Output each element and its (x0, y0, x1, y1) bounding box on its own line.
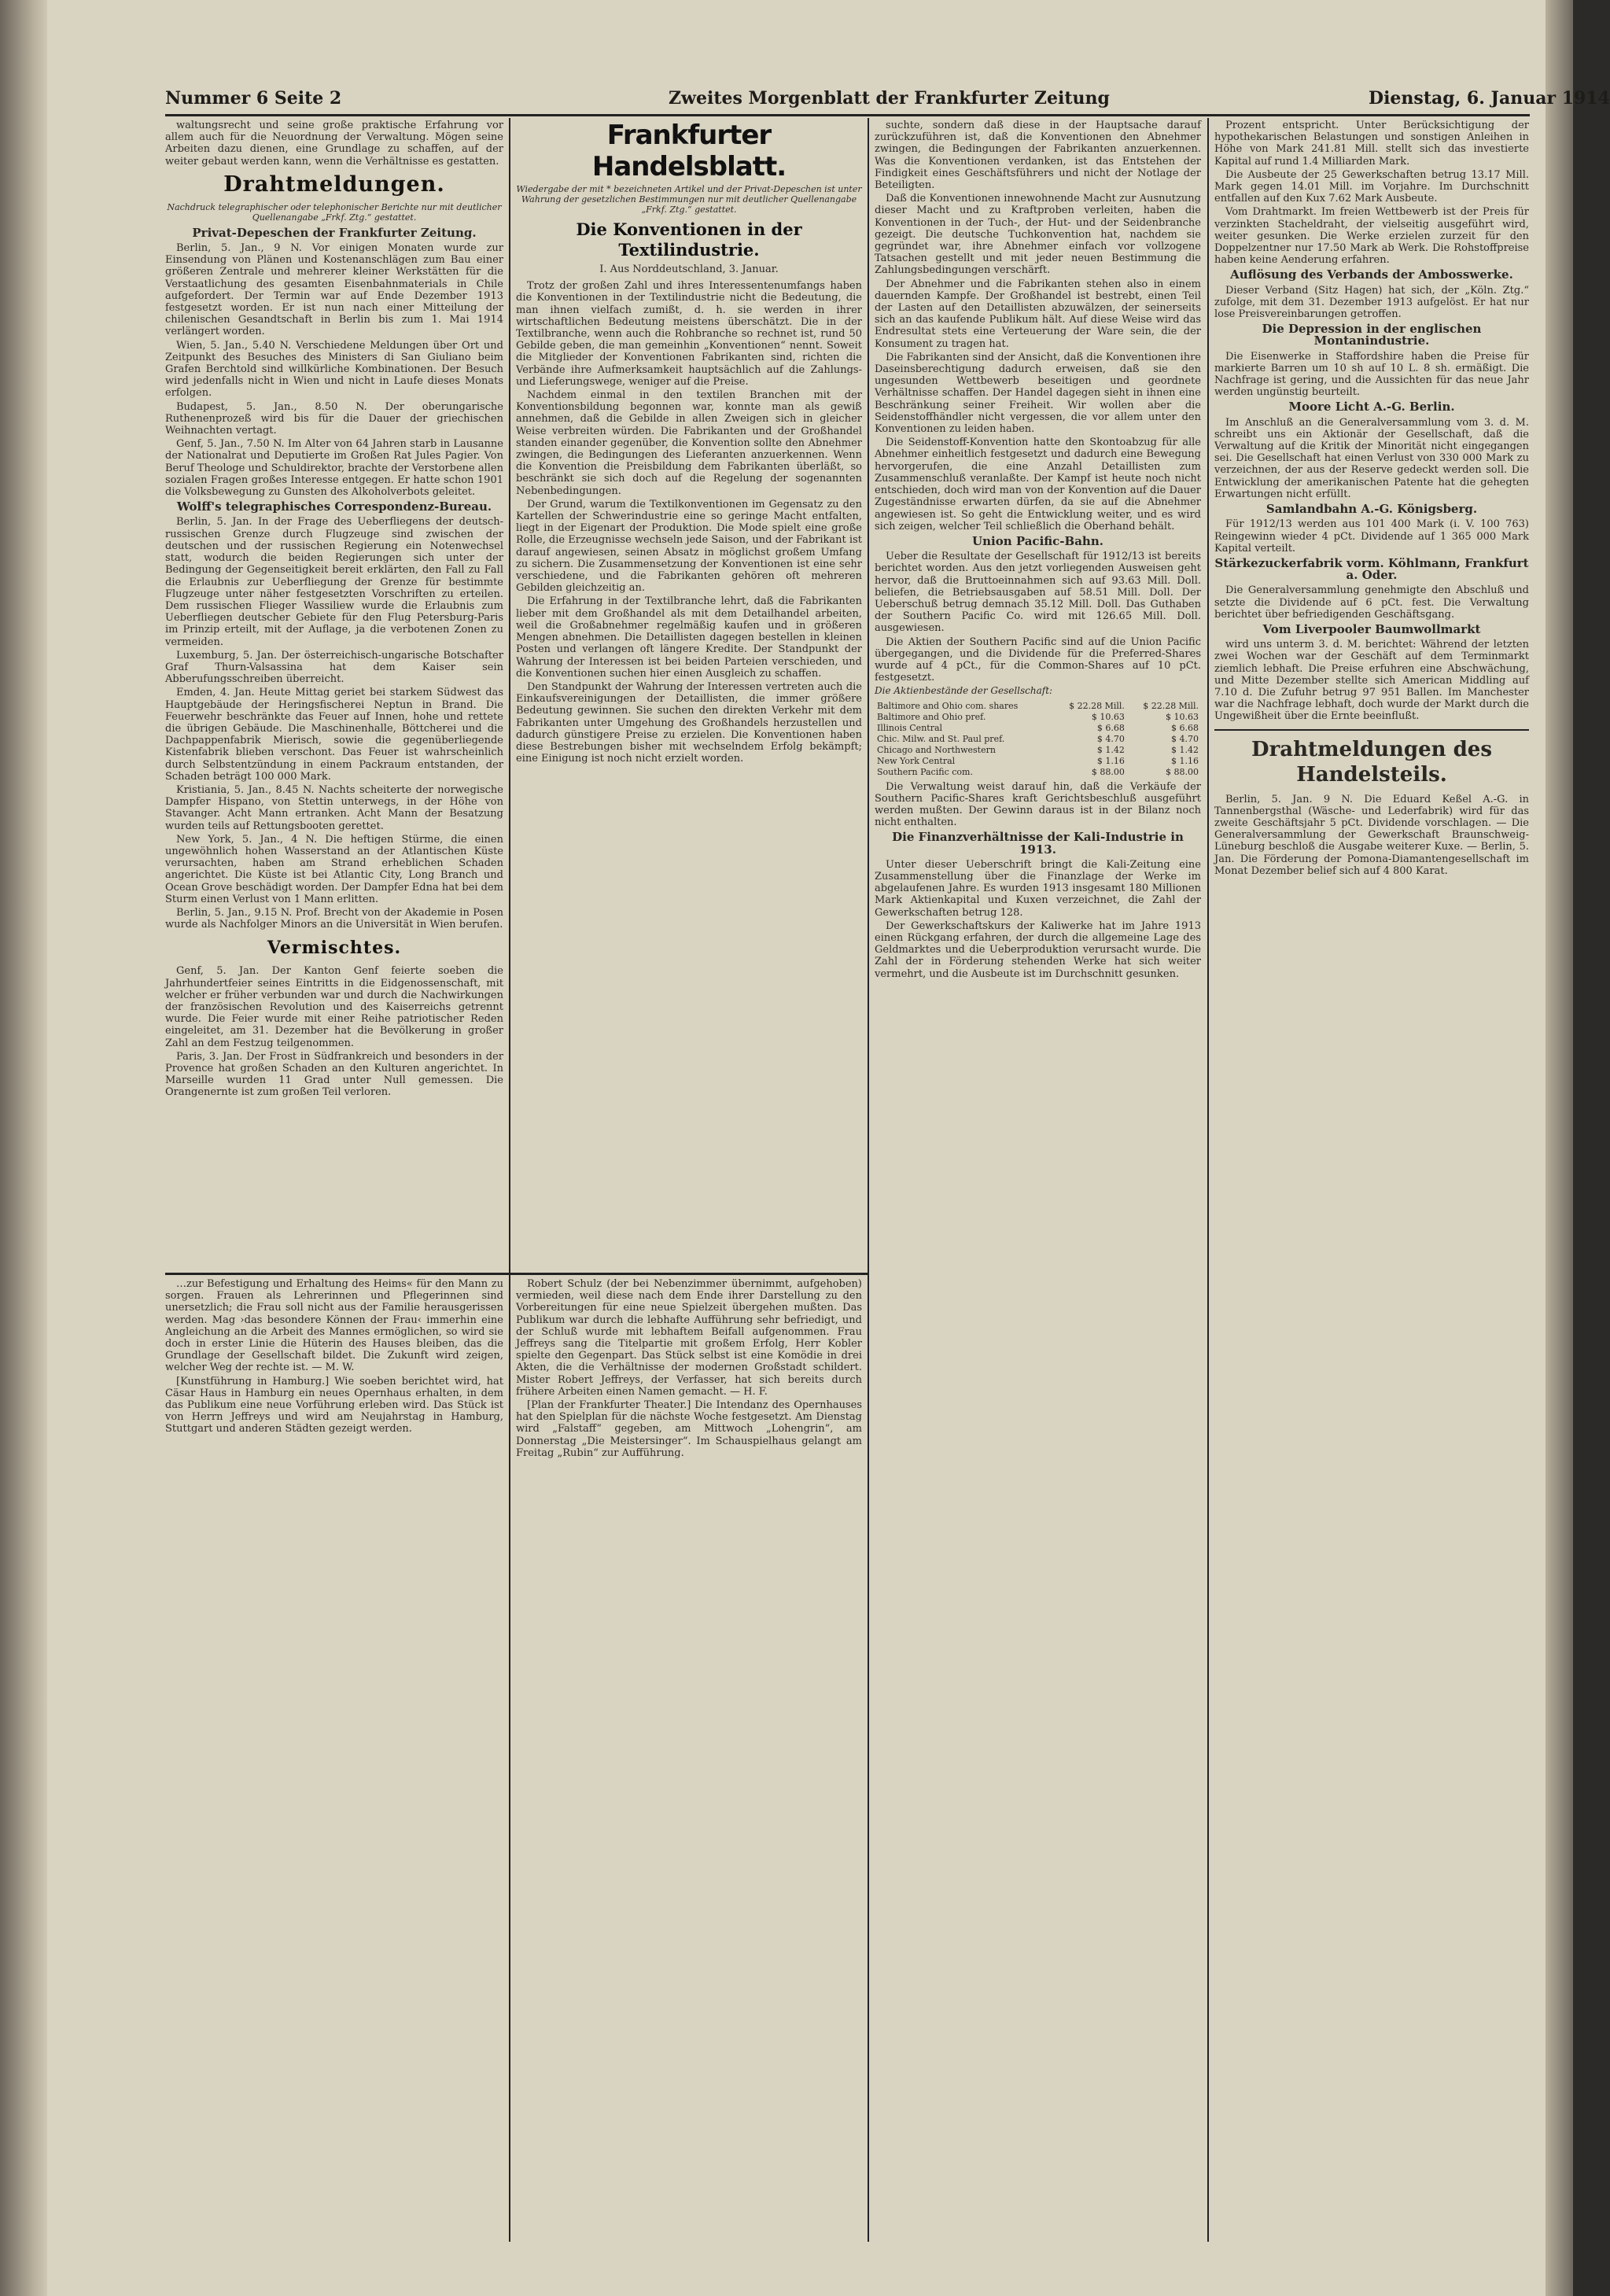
table-row (875, 712, 1201, 723)
page-edge (1546, 0, 1573, 2296)
column-3 (875, 120, 1201, 2235)
article-text: Ueber die Resultate der Gesellschaft für 1912/13 ist bereits berichtet worden. Aus den jetzt vorliegenden Ausweisen geht hervor, daß die Bruttoeinnahmen sich auf 93.63 Mill. Doll. beliefen, die Betriebsausgaben auf 58.51 Mill. Doll. Der Ueberschuß betrug demnach 35.12 Mill. Doll. Das Guthaben der Southern Pacific Co. wird mit 126.65 Mill. Doll. ausgewiesen. (875, 551, 1201, 635)
table-cell: $ 4.70 (1171, 733, 1199, 744)
feuilleton-rule (165, 1273, 868, 1275)
table-cell: New York Central (877, 755, 956, 766)
article-text: Trotz der großen Zahl und ihres Interessentenumfangs haben die Konventionen in der Textilindustrie nicht die Bedeutung, die man ihnen vielfach zumißt, d. h. sie werden in ihrer wirtschaftlichen Bedeutung meistens überschätzt. Die in der Textilbranche, wenn auch die Rohbranche so rechnet ist, rund 50 Gebilde geben, die man gemeinhin „Konventionen“ nennt. Soweit die Mitglieder der Konventionen Fabrikanten sind, richten die Verbände ihre Aufmerksamkeit hauptsächlich auf die Zahlungs- und Lieferungswege, weniger auf die Preise. (516, 280, 862, 388)
table-row (875, 701, 1201, 712)
table-cell: Chicago and Northwestern (877, 744, 996, 755)
header-issue: Nummer 6 Seite 2 (165, 88, 342, 109)
newspaper-page (47, 0, 1610, 2296)
kali-heading: Die Finanzverhältnisse der Kali-Industrie in 1913. (892, 830, 1184, 857)
article-text: Kristiania, 5. Jan., 8.45 N. Nachts scheiterte der norwegische Dampfer Hispano, von Stettin unterwegs, in der Höhe von Stavanger. Acht Mann ertranken. Acht Mann der Besatzung wurden teils auf Rettungsbooten gerettet. (165, 783, 503, 832)
feuilleton-text: [Plan der Frankfurter Theater.] Die Intendanz des Opernhauses hat den Spielplan für die nächste Woche festgesetzt. Am Dienstag wird „Falstaff“ gegeben, am Mittwoch „Lohengrin“, am Donnerstag „Die Meistersinger“. Im Schauspielhaus gelangt am Freitag „Rubin“ zur Aufführung. (516, 1399, 862, 1459)
feuilleton-text: Robert Schulz (der bei Nebenzimmer übernimmt, aufgehoben) vermieden, weil diese nach dem Ende ihrer Darstellung zu den Vorbereitungen für eine neue Spielzeit übergehen mußten. Das Publikum war durch die lebhafte Aufführung sehr befriedigt, und der Schluß wurde mit lebhaftem Beifall aufgenommen. Frau Jeffreys sang die Titelpartie mit großem Erfolg, Herr Kobler spielte den Gegenpart. Das Stück selbst ist eine Komödie in drei Akten, die die Verhältnisse der modernen Großstadt schildert. Mister Robert Jeffreys, der Verfasser, hat sich bereits durch frühere Arbeiten einen Namen gemacht. — H. F. (516, 1278, 862, 1398)
feuilleton-text: [Kunstführung in Hamburg.] Wie soeben berichtet wird, hat Cäsar Haus in Hamburg ein neues Opernhaus erhalten, in dem das Publikum eine neue Vorführung erleben wird. Das Stück ist von Herrn Jeffreys und wird am Neujahrstag in Hamburg, Stuttgart und anderen Städten gezeigt werden. (165, 1375, 503, 1435)
table-cell: $ 22.28 Mill. (1069, 700, 1125, 711)
table-cell: $ 4.70 (1096, 733, 1125, 744)
union-pacific-heading: Union Pacific-Bahn. (972, 533, 1103, 548)
depression-heading: Die Depression in der englischen Montanindustrie. (1262, 322, 1482, 348)
article-text: Die Generalversammlung genehmigte den Abschluß und setzte die Dividende auf 6 pCt. fest. Die Verwaltung berichtet über befriedigenden Geschäftsgang. (1214, 584, 1529, 621)
article-text: Den Standpunkt der Wahrung der Interessen vertreten auch die Einkaufsvereinigungen der Detaillisten, die immer größere Bedeutung gewinnen. Sie suchen den direkten Verkehr mit dem Fabrikanten unter Umgehung des Großhandels herzustellen und dadurch günstigere Preise zu erzielen. Die Konventionen haben diese Bestrebungen bisher mit wechselndem Erfolg bekämpft; eine Einigung ist noch nicht erzielt worden. (516, 680, 862, 765)
article-text: Vom Drahtmarkt. Im freien Wettbewerb ist der Preis für verzinkten Stacheldraht, der vielseitig ausgeführt wird, weiter gesunken. Die Werke erzielen zurzeit für den Doppelzentner nur 17.50 Mark ab Werk. Die Rohstoffpreise haben keine Aenderung erfahren. (1214, 206, 1529, 267)
article-text: Genf, 5. Jan. Der Kanton Genf feierte soeben die Jahrhundertfeier seines Eintritts in die Eidgenossenschaft, mit welcher er früher verbunden war und durch die Nachwirkungen der französischen Revolution und des Kaiserreichs getrennt wurde. Die Feier wurde mit einer Reihe patriotischer Reden eingeleitet, am 31. Dezember hat die Bevölkerung in großer Zahl an dem Festzug teilgenommen. (165, 965, 503, 1049)
table-row (875, 756, 1201, 767)
column-4 (1214, 120, 1529, 2235)
article-text: Die Seidenstoff-Konvention hatte den Skontoabzug für alle Abnehmer einheitlich festgesetzt und dadurch eine Bewegung hervorgerufen, die eine Anzahl Detaillisten zum Zusammenschluß veranlaßte. Der Kampf ist heute noch nicht entschieden, doch wird man von der Konvention auf die Dauer Zugeständnisse erwarten dürfen, da sie auf die Abnehmer angewiesen ist. So geht die Entwicklung weiter, und es wird sich zeigen, welcher Teil schließlich die Oberhand behält. (875, 437, 1201, 533)
article-text: Die Verwaltung weist darauf hin, daß die Verkäufe der Southern Pacific-Shares kraft Gerichtsbeschluß ausgeführt werden mußten. Der Gewinn daraus ist in der Bilanz noch nicht enthalten. (875, 780, 1201, 829)
vermischtes-headline: Vermischtes. (267, 938, 402, 959)
article-text: Die Ausbeute der 25 Gewerkschaften betrug 13.17 Mill. Mark gegen 14.01 Mill. im Vorjahre. Im Durchschnitt entfallen auf den Kux 7.62 Mark Ausbeute. (1214, 168, 1529, 205)
article-text: Emden, 4. Jan. Heute Mittag geriet bei starkem Südwest das Hauptgebäude der Heringsfischerei Neptun in Brand. Die Feuerwehr beschränkte das Feuer auf Innen, hohe und rettete die übrigen Gebäude. Die Maschinenhalle, Böttcherei und die Dachpappenfabrik Mierisch, sowie die gegenüberliegende Kistenfabrik blieben verschont. Das Feuer ist wahrscheinlich durch Selbstentzündung in einem Packraum entstanden, der Schaden beträgt 100 000 Mark. (165, 687, 503, 783)
article-text: Daß die Konventionen innewohnende Macht zur Ausnutzung dieser Macht und zu Kraftproben verleiten, haben die Konventionen in der Tuch-, der Hut- und der Seidenbranche gezeigt. Die deutsche Tuchkonvention hat, nachdem sie gegründet war, ihre Abnehmer einfach vor vollzogene Tatsachen gestellt und mit jeder neuen Bestimmung die Zahlungsbedingungen verschärft. (875, 193, 1201, 277)
article-text: Unter dieser Ueberschrift bringt die Kali-Zeitung eine Zusammenstellung über die Finanzlage der Werke im abgelaufenen Jahre. Es wurden 1913 insgesamt 180 Millionen Mark Aktienkapital und Kuxen verzeichnet, die Zahl der Gewerkschaften betrug 128. (875, 858, 1201, 919)
article-text: Der Abnehmer und die Fabrikanten stehen also in einem dauernden Kampfe. Der Großhandel ist bestrebt, einen Teil der Lasten auf den Detaillisten abzuwälzen, der seinerseits sich an das kaufende Publikum hält. Auf diese Weise wird das Endresultat stets eine Verteuerung der Ware sein, die der Konsument zu tragen hat. (875, 278, 1201, 350)
book-binding (0, 0, 47, 2296)
reprint-note: Nachdruck telegraphischer oder telephonischer Berichte nur mit deutlicher Quellenangabe „Frkf. Ztg.“ gestattet. (167, 201, 502, 223)
staerke-heading: Stärkezuckerfabrik vorm. Köhlmann, Frankfurt a. Oder. (1214, 555, 1529, 583)
article-text: Der Grund, warum die Textilkonventionen im Gegensatz zu den Kartellen der Schwerindustrie eine so geringe Macht entfalten, liegt in der Eigenart der Produktion. Die Mode spielt eine große Rolle, die Erzeugnisse wechseln jede Saison, und der Fabrikant ist darauf angewiesen, seinen Absatz in möglichst großem Umfang zu sichern. Die Zusammensetzung der Konventionen ist eine sehr verschiedene, und die Fabrikanten gehören oft mehreren Gebilden gleichzeitig an. (516, 498, 862, 595)
table-cell: $ 1.42 (1096, 744, 1125, 755)
table-row (875, 723, 1201, 734)
shares-table (875, 701, 1201, 778)
article-text: Die Aktien der Southern Pacific sind auf die Union Pacific übergegangen, und die Dividende für die Preferred-Shares wurde auf 4 pCt., für die Common-Shares auf 10 pCt. festgesetzt. (875, 636, 1201, 684)
table-cell: $ 1.16 (1171, 755, 1199, 766)
private-depeschen-heading: Privat-Depeschen der Frankfurter Zeitung. (192, 225, 477, 240)
table-cell: $ 22.28 Mill. (1143, 700, 1199, 711)
feuilleton-left (165, 1278, 503, 2238)
header-rule (165, 114, 1530, 116)
handelsblatt-masthead: Frankfurter Handelsblatt. (591, 120, 787, 182)
table-cell: Baltimore and Ohio com. shares (877, 700, 1019, 711)
page-header (165, 88, 1610, 116)
table-cell: Illinois Central (877, 722, 943, 733)
column-rule-3 (1207, 118, 1209, 2242)
article-text: Die Eisenwerke in Staffordshire haben die Preise für markierte Barren um 10 sh auf 10 L. 8 sh. ermäßigt. Die Nachfrage ist gering, und die Aussichten für das neue Jahr werden ungünstig beurteilt. (1214, 350, 1529, 399)
table-cell: $ 88.00 (1166, 766, 1199, 777)
article-text: Genf, 5. Jan., 7.50 N. Im Alter von 64 Jahren starb in Lausanne der Nationalrat und Deputierte im Großen Rat Jules Pagier. Von Beruf Theologe und Schuldirektor, brachte der Verstorbene allen sozialen Fragen großes Interesse entgegen. Er hatte schon 1901 die Volksbewegung zu Gunsten des Alkoholverbots geleitet. (165, 438, 503, 499)
table-cell: $ 1.16 (1096, 755, 1125, 766)
article-text: Die Erfahrung in der Textilbranche lehrt, daß die Fabrikanten lieber mit dem Großhandel als mit dem Detailhandel arbeiten, weil die Großabnehmer regelmäßig kaufen und in größeren Mengen abnehmen. Die Detaillisten dagegen bestellen in kleinen Posten und verlangen oft längere Kredite. Der Standpunkt der Wahrung der Interessen ist bei beiden Parteien verschieden, und die Konventionen suchen hier einen Ausgleich zu schaffen. (516, 595, 862, 680)
column-rule-2 (868, 118, 869, 2242)
table-caption: Die Aktienbestände der Gesellschaft: (875, 685, 1053, 697)
article-text: Luxemburg, 5. Jan. Der österreichisch-ungarische Botschafter Graf Thurn-Valsassina hat dem Kaiser sein Abberufungsschreiben überreicht. (165, 649, 503, 686)
article-text: Die Fabrikanten sind der Ansicht, daß die Konventionen ihre Daseinsberechtigung dadurch erweisen, daß sie den ungesunden Wettbewerb beseitigen und geordnete Verhältnisse schaffen. Der Handel dagegen sieht in ihnen eine Beschränkung seiner Freiheit. Wir wollen aber die Seidenstoffhändler nicht vergessen, die vor allem unter den Konventionen zu leiden haben. (875, 351, 1201, 436)
table-cell: $ 1.42 (1171, 744, 1199, 755)
article-text: Berlin, 5. Jan. 9 N. Die Eduard Keßel A.-G. in Tannenbergsthal (Wäsche- und Lederfabrik) wird für das zweite Geschäftsjahr 5 pCt. Dividende vorschlagen. — Die Generalversammlung der Gewerkschaft Braunschweig-Lüneburg beschloß die Ausgabe weiterer Kuxe. — Berlin, 5. Jan. Die Förderung der Pomona-Diamantengesellschaft im Monat Dezember belief sich auf 4 800 Karat. (1214, 793, 1529, 877)
header-date: Dienstag, 6. Januar 1914 (1369, 88, 1610, 109)
article-text: Der Gewerkschaftskurs der Kaliwerke hat im Jahre 1913 einen Rückgang erfahren, der durch die allgemeine Lage des Geldmarktes und die Ueberproduktion verursacht wurde. Die Zahl der in Förderung stehenden Werke hat sich weiter vermehrt, und die Ausbeute ist im Durchschnitt gesunken. (875, 920, 1201, 980)
article-text: Prozent entspricht. Unter Berücksichtigung der hypothekarischen Belastungen und sonstigen Anleihen in Höhe von Mark 241.81 Mill. stellt sich das investierte Kapital auf rund 1.4 Milliarden Mark. (1214, 120, 1529, 168)
article-text: Nachdem einmal in den textilen Branchen mit der Konventionsbildung begonnen war, konnte man als gewiß annehmen, daß die Gebilde in allen Zweigen sich in gleicher Weise verbreiten würden. Die Fabrikanten und der Großhandel standen einander gegenüber, die Konvention sollte den Abnehmer zwingen, die Bedingungen des Lieferanten anzuerkennen. Wenn die Konvention die Preisbildung dem Fabrikanten überläßt, so beschränkt sie sich doch auf die Regelung der sogenannten Nebenbedingungen. (516, 389, 862, 497)
handelsteil-headline: Drahtmeldungen des Handelsteils. (1251, 737, 1492, 787)
table-cell: Baltimore and Ohio pref. (877, 711, 986, 722)
article-text: Budapest, 5. Jan., 8.50 N. Der oberungarische Ruthenenprozeß wird bis für die Dauer der griechischen Weihnachten vertagt. (165, 400, 503, 437)
article-text: Berlin, 5. Jan., 9 N. Vor einigen Monaten wurde zur Einsendung von Plänen und Kostenanschlägen zum Bau einer größeren Zentrale und mehrerer kleiner Werkstätten für die Verstaatlichung des gesamten Eisenbahnmaterials in Chile aufgefordert. Der Termin war auf Ende Dezember 1913 festgesetzt worden. Er ist nun nach einer Mitteilung der chilenischen Gesandtschaft in Berlin bis zum 1. Mai 1914 verlängert worden. (165, 242, 503, 338)
table-row (875, 767, 1201, 778)
article-text: Paris, 3. Jan. Der Frost in Südfrankreich und besonders in der Provence hat großen Schaden an den Kulturen angerichtet. In Marseille wurden 11 Grad unter Null gemessen. Die Orangenernte ist zum großen Teil verloren. (165, 1050, 503, 1099)
feuilleton-right (516, 1278, 862, 2238)
table-cell: Southern Pacific com. (877, 766, 973, 777)
amboss-heading: Auflösung des Verbands der Ambosswerke. (1230, 267, 1513, 282)
article-text: New York, 5. Jan., 4 N. Die heftigen Stürme, die einen ungewöhnlich hohen Wasserstand an der Atlantischen Küste verursachten, haben am Strand erheblichen Schaden angerichtet. Die Küste ist bei Atlantic City, Long Branch und Ocean Grove beschädigt worden. Der Dampfer Edna hat bei dem Sturm einen Verlust von 1 Mann erlitten. (165, 833, 503, 905)
column-1 (165, 120, 503, 1268)
table-cell: $ 88.00 (1091, 766, 1125, 777)
article-text: Berlin, 5. Jan. In der Frage des Ueberfliegens der deutsch-russischen Grenze durch Flugzeuge sind zwischen der deutschen und der russischen Regierung ein Notenwechsel statt, wodurch die beiden Regierungen sich unter der Bedingung der Gegenseitigkeit bereit erklärten, den Fall zu Fall die Erlaubnis zur Ueberfliegung der Grenze für bestimmte Flugzeuge unter näher festgesetzten Vorschriften zu erteilen. Dem russischen Flieger Wassiliew wurde die Erlaubnis zum Ueberfliegen deutscher Gebiete für den Flug Petersburg-Paris im Prinzip erteilt, mit der Auflage, ja die verbotenen Zonen zu vermeiden. (165, 516, 503, 648)
article-text: suchte, sondern daß diese in der Hauptsache darauf zurückzuführen ist, daß die Konventionen den Abnehmer zwingen, die Bedingungen der Fabrikanten anzuerkennen. Was die Konventionen verdanken, ist das Entstehen der Findigkeit eines Geschäftsführers und nicht der Notlage der Beteiligten. (875, 120, 1201, 192)
wolff-heading: Wolff's telegraphisches Correspondenz-Bureau. (176, 499, 492, 514)
samland-heading: Samlandbahn A.-G. Königsberg. (1266, 502, 1478, 517)
header-title: Zweites Morgenblatt der Frankfurter Zeitung (669, 88, 1110, 109)
column-rule-1 (509, 118, 510, 2242)
liverpool-heading: Vom Liverpooler Baumwollmarkt (1262, 621, 1481, 636)
drahtmeldungen-headline: Drahtmeldungen. (223, 171, 445, 197)
table-cell: $ 6.68 (1171, 722, 1199, 733)
table-cell: $ 10.63 (1091, 711, 1125, 722)
article-text: Für 1912/13 werden aus 101 400 Mark (i. V. 100 763) Reingewinn wieder 4 pCt. Dividende auf 1 365 000 Mark Kapital verteilt. (1214, 518, 1529, 555)
column-2 (516, 120, 862, 1268)
moore-heading: Moore Licht A.-G. Berlin. (1288, 400, 1455, 415)
table-row (875, 734, 1201, 745)
feuilleton-text: …zur Befestigung und Erhaltung des Heims« für den Mann zu sorgen. Frauen als Lehrerinnen und Pflegerinnen sind unersetzlich; die Frau soll nicht aus der Familie herausgerissen werden. Mag ›das besondere Können der Frau‹ immerhin eine Angleichung an die Arbeit des Mannes ermöglichen, so wird sie doch in erster Linie die Hüterin des Hauses bleiben, das die Grundlage der Gesellschaft bildet. Die Zukunft wird zeigen, welcher Weg der rechte ist. — M. W. (165, 1278, 503, 1374)
article-text: Dieser Verband (Sitz Hagen) hat sich, der „Köln. Ztg.“ zufolge, mit dem 31. Dezember 1913 aufgelöst. Er hat nur lose Preisvereinbarungen getroffen. (1214, 284, 1529, 321)
article-text: Im Anschluß an die Generalversammlung vom 3. d. M. schreibt uns ein Aktionär der Gesellschaft, daß die Verwaltung auf die Kritik der Minorität nicht eingegangen sei. Die Gesellschaft hat einen Verlust von 330 000 Mark zu verzeichnen, der aus der Reserve gedeckt werden soll. Die Entwicklung der amerikanischen Patente hat die gehegten Erwartungen nicht erfüllt. (1214, 416, 1529, 500)
table-cell: Chic. Milw. and St. Paul pref. (877, 733, 1005, 744)
article-title: Die Konventionen in der Textilindustrie. (576, 219, 802, 260)
article-subtitle: I. Aus Norddeutschland, 3. Januar. (599, 264, 779, 275)
article-text: wird uns unterm 3. d. M. berichtet: Während der letzten zwei Wochen war der Geschäft auf dem Terminmarkt ziemlich lebhaft. Die Preise erfuhren eine Abschwächung, und Mitte Dezember stellte sich American Middling auf 7.10 d. Die Zufuhr betrug 97 951 Ballen. Im Manchester war die Nachfrage lebhaft, doch wurde der Markt durch die Ungewißheit über die Ernte beeinflußt. (1214, 639, 1529, 723)
section-rule (1214, 729, 1529, 731)
table-row (875, 745, 1201, 756)
article-text: Berlin, 5. Jan., 9.15 N. Prof. Brecht von der Akademie in Posen wurde als Nachfolger Minors an die Universität in Wien berufen. (165, 906, 503, 931)
article-text: Wien, 5. Jan., 5.40 N. Verschiedene Meldungen über Ort und Zeitpunkt des Besuches des Ministers di San Giuliano beim Grafen Berchtold sind willkürliche Kombinationen. Der Besuch wird jedenfalls nicht in Wien und nicht in Laufe dieses Monats erfolgen. (165, 339, 503, 400)
table-cell: $ 6.68 (1096, 722, 1125, 733)
reprint-note: Wiedergabe der mit * bezeichneten Artikel und der Privat-Depeschen ist unter Wahrung der gesetzlichen Bestimmungen nur mit deutlicher Quellenangabe „Frkf. Ztg.“ gestattet. (516, 184, 862, 215)
intro-text: waltungsrecht und seine große praktische Erfahrung vor allem auch für die Neuordnung der Verwaltung. Mögen seine Arbeiten dazu dienen, eine Grundlage zu schaffen, auf der weiter gebaut werden kann, wenn die Verhältnisse es gestatten. (165, 120, 503, 168)
table-cell: $ 10.63 (1166, 711, 1199, 722)
